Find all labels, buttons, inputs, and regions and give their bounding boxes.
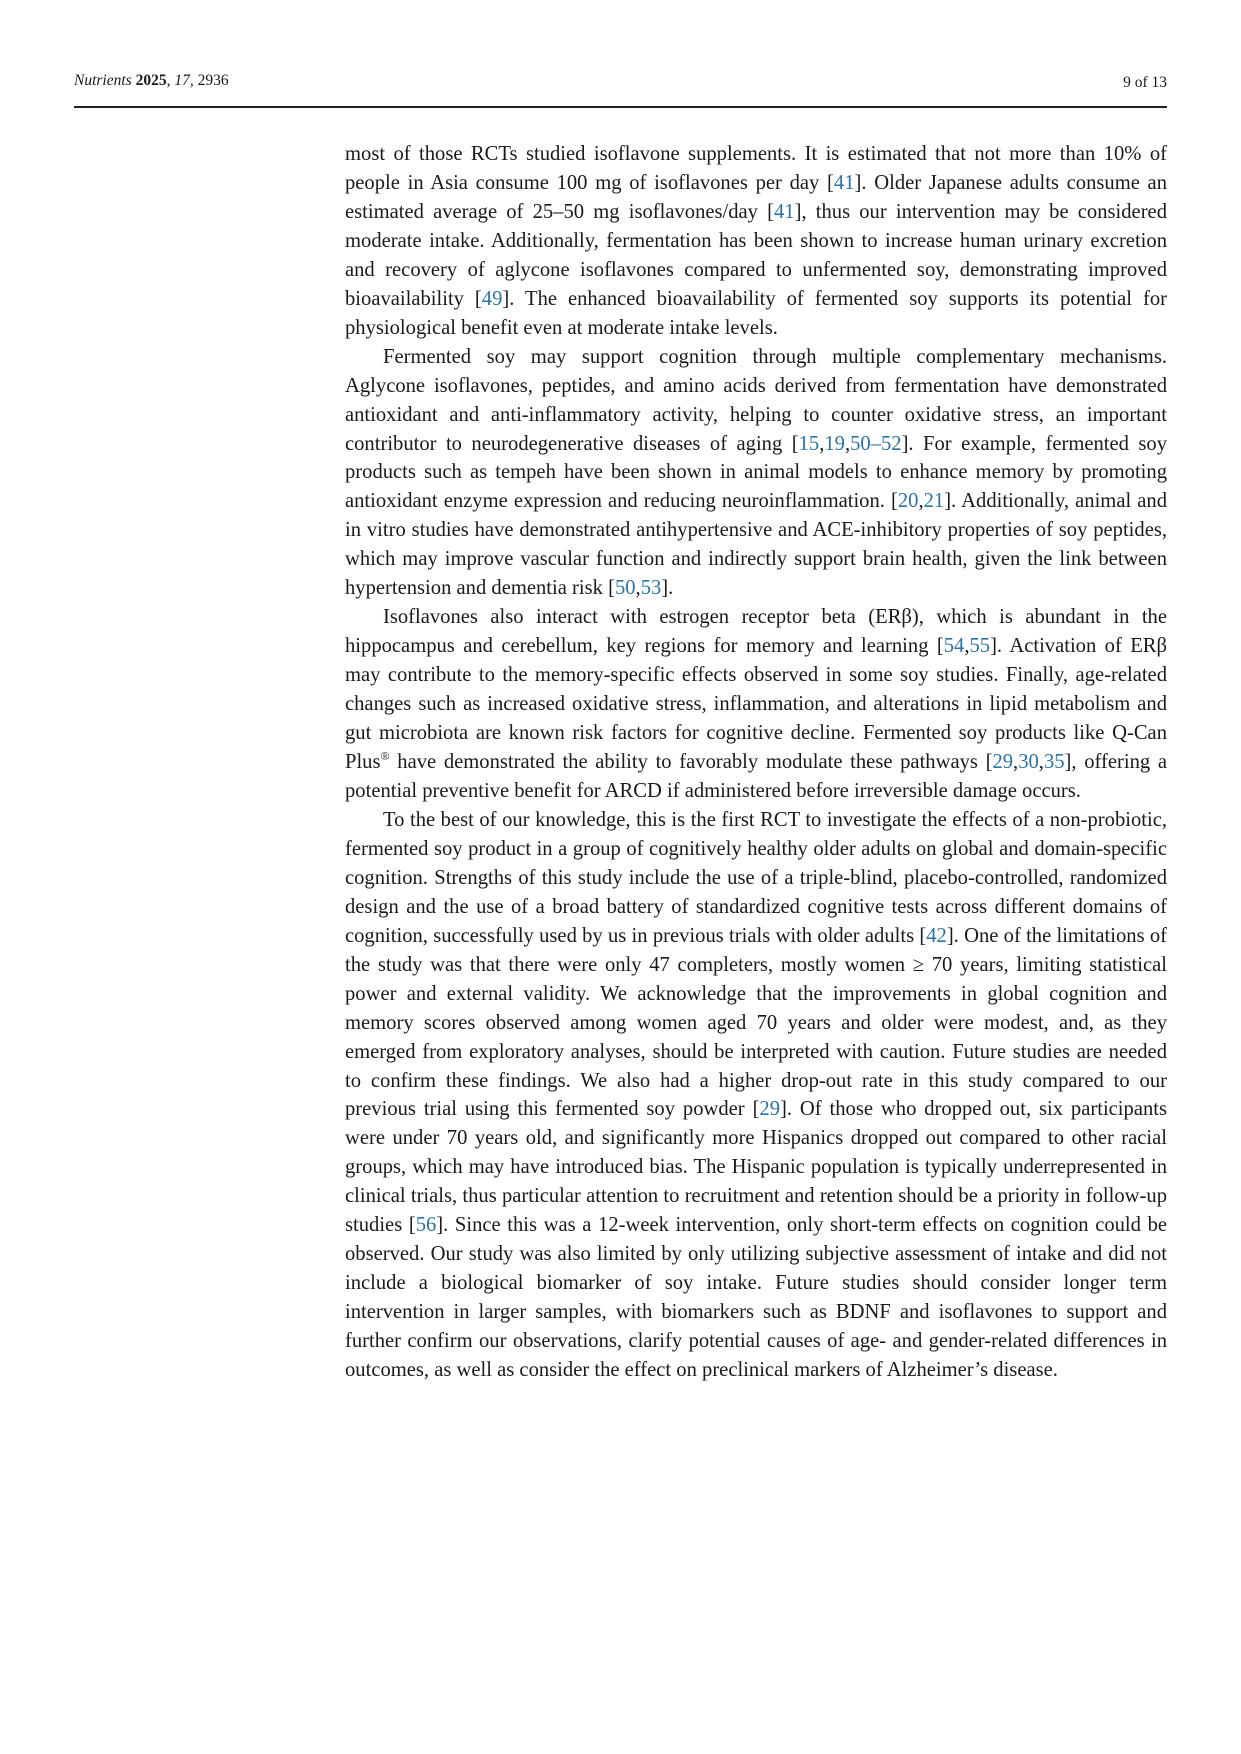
citation-link[interactable]: 50–52 [850, 432, 902, 455]
paragraph: Isoflavones also interact with estrogen receptor beta (ERβ), which is abundant in the hippocampus and cerebellum, key regions for memory and learning [54,55]. Activation of ERβ may contribute to the memory-specific effects observed in some soy studies. Finally, age-related changes such as increased oxidative stress, inflammation, and alterations in lipid metabolism and gut microbiota are known risk factors for cognitive decline. Fermented soy products like Q-Can Plus® have demonstrated the ability to favorably modulate these pathways [29,30,35], offering a potential preventive benefit for ARCD if administered before irreversible damage occurs. [345, 606, 1167, 802]
citation-link[interactable]: 41 [833, 171, 855, 194]
citation-link[interactable]: 54 [943, 635, 965, 658]
citation-link[interactable]: 30 [1018, 751, 1039, 774]
journal-citation [74, 72, 229, 90]
citation-link[interactable]: 35 [1043, 751, 1065, 774]
paragraph: To the best of our knowledge, this is the first RCT to investigate the effects of a non-probiotic, fermented soy product in a group of cognitively healthy older adults on global and domain-specific cognition. Strengths of this study include the use of a triple-blind, placebo-controlled, randomized design and the use of a broad battery of standardized cognitive tests across different domains of cognition, successfully used by us in previous trials with older adults [42]. One of the limitations of the study was that there were only 47 completers, mostly women ≥ 70 years, limiting statistical power and external validity. We acknowledge that the improvements in global cognition and memory scores observed among women aged 70 years and older were modest, and, as they emerged from exploratory analyses, should be interpreted with caution. Future studies are needed to confirm these findings. We also had a higher drop-out rate in this study compared to our previous trial using this fermented soy powder [29]. Of those who dropped out, six participants were under 70 years old, and significantly more Hispanics dropped out compared to other racial groups, which may have introduced bias. The Hispanic population is typically underrepresented in clinical trials, thus particular attention to recruitment and retention should be a priority in follow-up studies [56]. Since this was a 12-week intervention, only short-term effects on cognition could be observed. Our study was also limited by only utilizing subjective assessment of intake and did not include a biological biomarker of soy intake. Future studies should consider longer term intervention in larger samples, with biomarkers such as BDNF and isoflavones to support and further confirm our observations, clarify potential causes of age- and gender-related differences in outcomes, as well as consider the effect on preclinical markers of Alzheimer’s disease. [345, 808, 1168, 1382]
citation-link[interactable]: 29 [759, 1098, 781, 1121]
header-rule [74, 106, 1167, 108]
citation-link[interactable]: 21 [923, 490, 945, 513]
paragraph: Fermented soy may support cognition through multiple complementary mechanisms. Aglycone isoflavones, peptides, and amino acids derived from fermentation have demonstrated antioxidant and anti-inflammatory activity, helping to counter oxidative stress, an important contributor to neurodegenerative diseases of aging [15,19,50–52]. For example, fermented soy products such as tempeh have been shown in animal models to enhance memory by promoting antioxidant enzyme expression and reducing neuroinflammation. [20,21]. Additionally, animal and in vitro studies have demonstrated antihypertensive and ACE-inhibitory properties of soy peptides, which may improve vascular function and indirectly support brain health, given the link between hypertension and dementia risk [50,53]. [345, 345, 1167, 600]
journal-year: 2025 [135, 72, 167, 89]
journal-name: Nutrients [74, 72, 132, 89]
citation-link[interactable]: 41 [774, 200, 795, 223]
citation-link[interactable]: 50 [614, 577, 636, 600]
body-text [345, 140, 1167, 1385]
citation-link[interactable]: 55 [969, 635, 991, 658]
citation-link[interactable]: 19 [824, 432, 845, 455]
citation-link[interactable]: 53 [640, 577, 662, 600]
citation-link[interactable]: 20 [897, 490, 919, 513]
citation-link[interactable]: 29 [992, 751, 1014, 774]
page-indicator: 9 of 13 [1123, 74, 1167, 91]
journal-volume: , 17, [166, 72, 198, 89]
article-number: 2936 [197, 72, 229, 89]
citation-link[interactable]: 49 [481, 287, 503, 310]
citation-link[interactable]: 15 [798, 432, 820, 455]
citation-link[interactable]: 42 [926, 924, 947, 947]
paragraph: most of those RCTs studied isoflavone supplements. It is estimated that not more than 10% of people in Asia consume 100 mg of isoflavones per day [41]. Older Japanese adults consume an estimated average of 25–50 mg isoflavones/day [41], thus our intervention may be considered moderate intake. Additionally, fermentation has been shown to increase human urinary excretion and recovery of aglycone isoflavones compared to unfermented soy, demonstrating improved bioavailability [49]. The enhanced bioavailability of fermented soy supports its potential for physiological benefit even at moderate intake levels. [345, 143, 1168, 339]
citation-link[interactable]: 56 [415, 1214, 437, 1237]
registered-mark: ® [380, 749, 390, 764]
running-header [74, 72, 1167, 108]
